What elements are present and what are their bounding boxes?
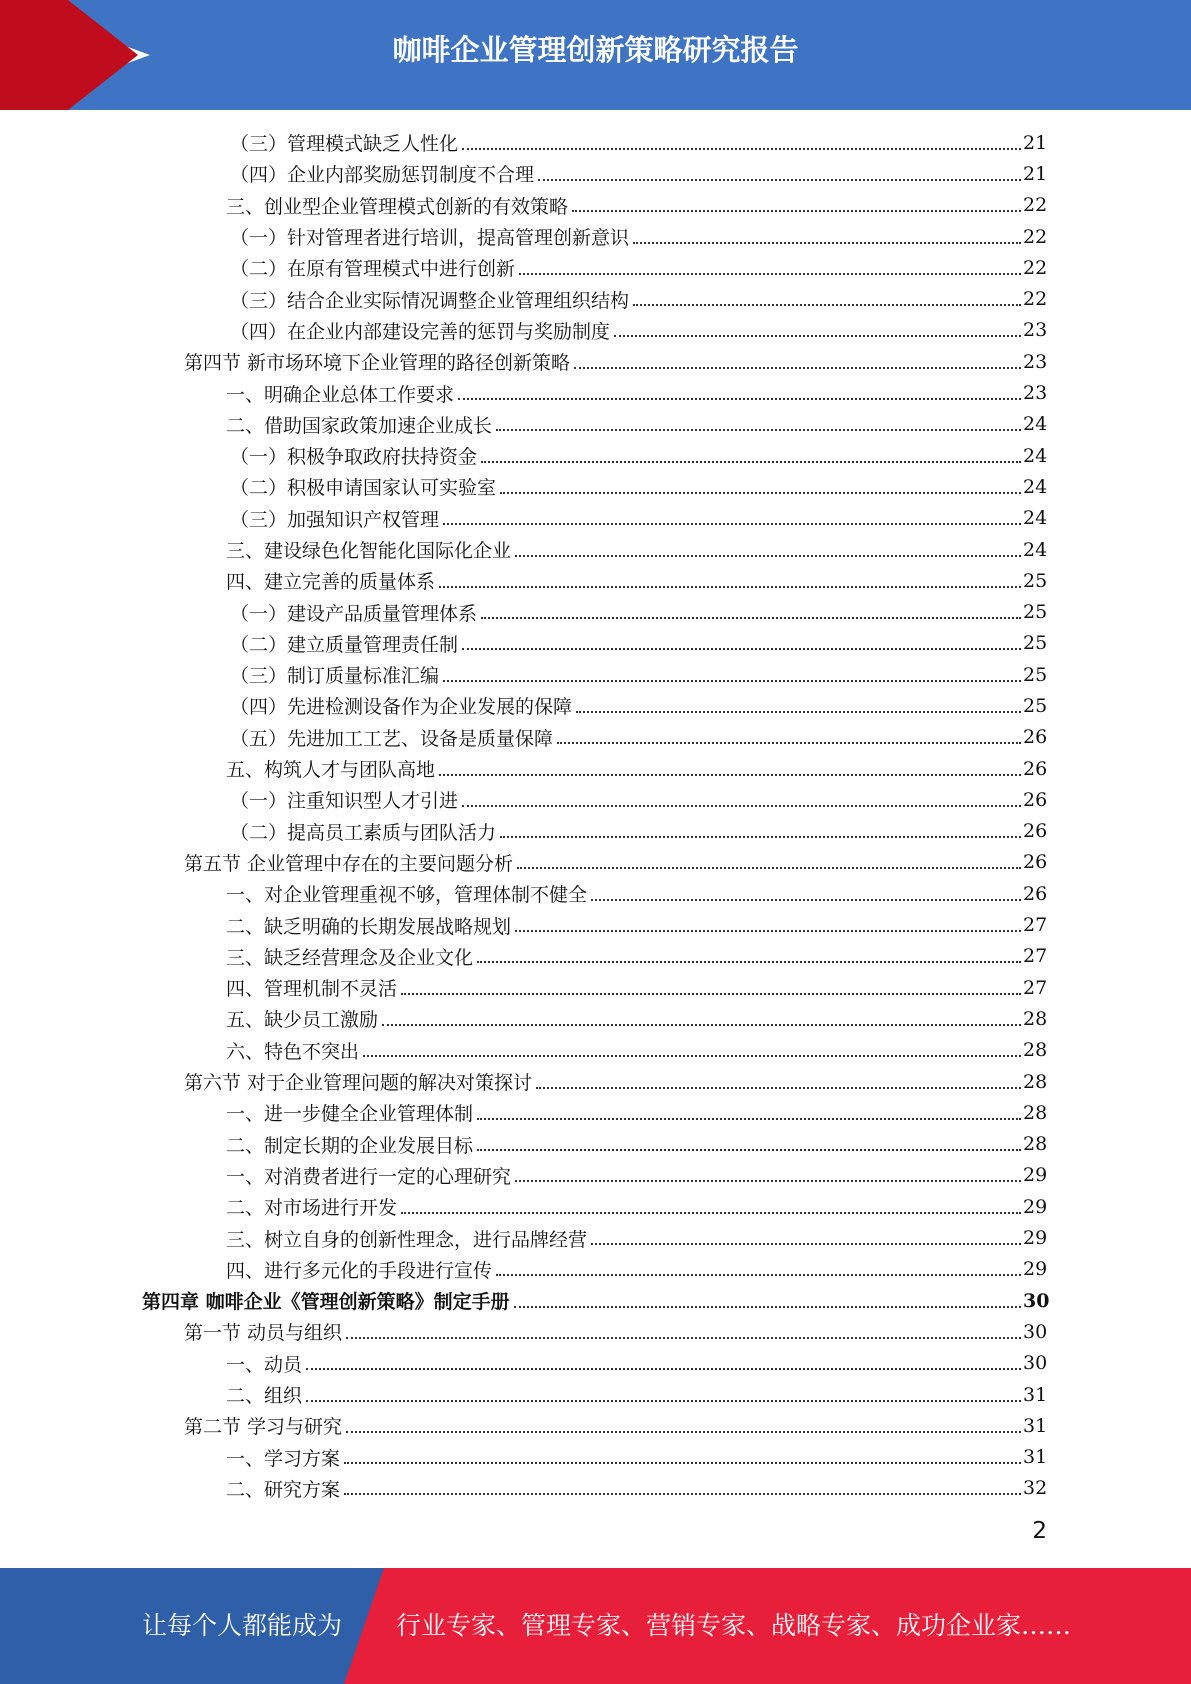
toc-entry-title: （三）管理模式缺乏人性化 [230, 133, 459, 156]
toc-entry[interactable] [0, 878, 1191, 909]
toc-entry-page-number: 28 [1023, 1133, 1048, 1156]
toc-entry-title: 四、建立完善的质量体系 [226, 571, 436, 594]
toc-entry[interactable] [0, 1160, 1191, 1191]
page-footer [0, 1568, 1191, 1684]
toc-dot-leader [462, 148, 1021, 150]
toc-entry-page-number: 25 [1023, 663, 1048, 686]
toc-entry[interactable] [0, 440, 1191, 471]
toc-entry-title: （四）企业内部奖励惩罚制度不合理 [230, 164, 535, 187]
toc-entry-title: 一、学习方案 [226, 1447, 341, 1470]
toc-entry-title: （三）结合企业实际情况调整企业管理组织结构 [230, 289, 630, 312]
toc-entry[interactable] [0, 1066, 1191, 1097]
toc-entry-page-number: 22 [1023, 288, 1048, 311]
toc-entry-page-number: 31 [1023, 1414, 1048, 1437]
toc-entry-title: （一）注重知识型人才引进 [230, 790, 459, 813]
toc-entry-page-number: 25 [1023, 632, 1048, 655]
toc-entry[interactable] [0, 471, 1191, 502]
toc-dot-leader [306, 1368, 1021, 1370]
toc-entry-page-number: 25 [1023, 601, 1048, 624]
toc-dot-leader [481, 617, 1021, 619]
toc-entry[interactable] [0, 1222, 1191, 1253]
toc-entry-title: 一、明确企业总体工作要求 [226, 383, 455, 406]
toc-dot-leader [574, 367, 1021, 369]
toc-entry-page-number: 30 [1023, 1352, 1048, 1375]
toc-dot-leader [496, 429, 1021, 431]
toc-entry-page-number: 21 [1023, 162, 1048, 185]
toc-dot-leader [519, 273, 1021, 275]
toc-entry-title: 第二节 学习与研究 [184, 1416, 343, 1439]
toc-entry[interactable] [0, 596, 1191, 627]
toc-entry[interactable] [0, 1035, 1191, 1066]
toc-entry-title: 二、组织 [226, 1385, 303, 1408]
toc-entry-title: （一）针对管理者进行培训，提高管理创新意识 [230, 227, 630, 250]
toc-dot-leader [346, 1337, 1021, 1339]
toc-dot-leader [382, 1024, 1021, 1026]
toc-entry-page-number: 26 [1023, 757, 1048, 780]
toc-dot-leader [500, 492, 1021, 494]
toc-entry-title: 三、建设绿色化智能化国际化企业 [226, 540, 512, 562]
toc-dot-leader [481, 461, 1021, 463]
toc-entry-page-number: 29 [1023, 1164, 1048, 1187]
toc-dot-leader [576, 711, 1021, 713]
toc-dot-leader [344, 1493, 1021, 1495]
toc-entry[interactable] [0, 628, 1191, 659]
toc-entry[interactable] [0, 190, 1191, 221]
toc-entry[interactable] [0, 753, 1191, 784]
toc-entry-page-number: 22 [1023, 225, 1048, 248]
toc-entry-page-number: 24 [1023, 507, 1048, 530]
toc-entry-page-number: 25 [1023, 569, 1048, 592]
toc-entry-title: 二、研究方案 [226, 1478, 341, 1501]
toc-entry-page-number: 27 [1023, 945, 1048, 968]
toc-entry-page-number: 27 [1023, 914, 1048, 937]
toc-entry-page-number: 30 [1023, 1320, 1048, 1343]
toc-dot-leader [363, 1055, 1021, 1057]
toc-entry-title: （一）建设产品质量管理体系 [230, 602, 478, 625]
toc-dot-leader [572, 210, 1021, 212]
toc-entry-title: 第六节 对于企业管理问题的解决对策探讨 [184, 1072, 533, 1095]
toc-entry-title: 二、借助国家政策加速企业成长 [226, 414, 493, 437]
toc-entry[interactable] [0, 690, 1191, 721]
toc-entry[interactable] [0, 1191, 1191, 1222]
toc-dot-leader [514, 1306, 1021, 1308]
toc-entry-title: （三）加强知识产权管理 [230, 508, 440, 531]
toc-entry-title: （二）建立质量管理责任制 [230, 633, 459, 656]
toc-entry[interactable] [0, 346, 1191, 377]
toc-entry[interactable] [0, 1129, 1191, 1160]
toc-entry-page-number: 28 [1023, 1039, 1048, 1062]
toc-dot-leader [439, 774, 1021, 776]
toc-entry[interactable] [0, 503, 1191, 534]
toc-entry[interactable] [0, 565, 1191, 596]
toc-entry[interactable] [0, 1316, 1191, 1347]
toc-dot-leader [346, 1431, 1021, 1433]
toc-entry-page-number: 24 [1023, 444, 1048, 467]
toc-entry-title: 三、缺乏经营理念及企业文化 [226, 946, 474, 969]
toc-entry-page-number: 30 [1023, 1289, 1050, 1312]
page-header [0, 0, 1191, 110]
toc-dot-leader [439, 586, 1021, 588]
toc-dot-leader [477, 1118, 1021, 1120]
toc-entry-title: 一、对消费者进行一定的心理研究 [226, 1165, 512, 1188]
toc-entry-title: 四、管理机制不灵活 [226, 978, 398, 1001]
toc-entry-title: （二）提高员工素质与团队活力 [230, 821, 497, 844]
toc-entry[interactable] [0, 1379, 1191, 1410]
toc-entry-page-number: 26 [1023, 882, 1048, 905]
toc-dot-leader [515, 555, 1021, 557]
toc-entry-page-number: 22 [1023, 194, 1048, 217]
toc-entry-page-number: 28 [1023, 1070, 1048, 1093]
toc-entry[interactable] [0, 1003, 1191, 1034]
toc-entry-title: 一、进一步健全企业管理体制 [226, 1103, 474, 1126]
toc-entry-title: 五、缺少员工激励 [226, 1009, 379, 1032]
toc-dot-leader [515, 1180, 1021, 1182]
toc-dot-leader [401, 1212, 1021, 1214]
toc-entry[interactable] [0, 784, 1191, 815]
toc-entry-page-number: 23 [1023, 319, 1048, 342]
toc-dot-leader [591, 899, 1021, 901]
toc-entry[interactable] [0, 1097, 1191, 1128]
toc-entry-page-number: 31 [1023, 1383, 1048, 1406]
toc-entry-title: 第四章 咖啡企业《管理创新策略》制定手册 [142, 1291, 510, 1314]
toc-entry-page-number: 24 [1023, 538, 1048, 561]
toc-dot-leader [443, 680, 1021, 682]
toc-entry[interactable] [0, 816, 1191, 847]
toc-dot-leader [496, 1274, 1021, 1276]
toc-entry-page-number: 32 [1023, 1477, 1048, 1500]
toc-entry-title: 第五节 企业管理中存在的主要问题分析 [184, 852, 514, 875]
toc-dot-leader [633, 242, 1021, 244]
toc-entry-title: （三）制订质量标准汇编 [230, 665, 440, 688]
toc-entry[interactable] [0, 377, 1191, 408]
toc-entry[interactable] [0, 221, 1191, 252]
toc-entry-page-number: 26 [1023, 726, 1048, 749]
toc-entry[interactable] [0, 847, 1191, 878]
toc-entry-title: 二、对市场进行开发 [226, 1197, 398, 1220]
toc-entry-title: 三、创业型企业管理模式创新的有效策略 [226, 195, 569, 218]
toc-entry-page-number: 21 [1023, 131, 1048, 154]
toc-entry[interactable] [0, 1348, 1191, 1379]
toc-entry-title: （二）积极申请国家认可实验室 [230, 477, 497, 500]
toc-entry-title: （一）积极争取政府扶持资金 [230, 446, 478, 469]
toc-entry-page-number: 27 [1023, 976, 1048, 999]
toc-entry-title: 二、制定长期的企业发展目标 [226, 1134, 474, 1157]
toc-dot-leader [477, 1149, 1021, 1151]
toc-entry[interactable] [0, 941, 1191, 972]
toc-dot-leader [462, 648, 1021, 650]
toc-entry[interactable] [0, 127, 1191, 158]
toc-entry-title: 四、进行多元化的手段进行宣传 [226, 1259, 493, 1282]
toc-entry-page-number: 24 [1023, 475, 1048, 498]
toc-entry-page-number: 22 [1023, 256, 1048, 279]
table-of-contents [0, 127, 1191, 1504]
toc-dot-leader [443, 523, 1021, 525]
toc-entry[interactable] [0, 315, 1191, 346]
toc-entry-title: （五）先进加工工艺、设备是质量保障 [230, 727, 554, 750]
toc-entry-title: 五、构筑人才与团队高地 [226, 759, 436, 782]
toc-entry[interactable] [0, 409, 1191, 440]
toc-entry-page-number: 26 [1023, 851, 1048, 874]
toc-entry-title: 第一节 动员与组织 [184, 1322, 343, 1345]
toc-entry-title: 第四节 新市场环境下企业管理的路径创新策略 [184, 352, 571, 375]
toc-entry-page-number: 23 [1023, 350, 1048, 373]
toc-dot-leader [344, 1462, 1021, 1464]
toc-entry-title: （四）先进检测设备作为企业发展的保障 [230, 696, 573, 719]
toc-entry-title: 三、树立自身的创新性理念，进行品牌经营 [226, 1228, 588, 1251]
toc-dot-leader [517, 867, 1021, 869]
toc-entry[interactable] [0, 252, 1191, 283]
toc-entry[interactable] [0, 909, 1191, 940]
toc-entry-page-number: 31 [1023, 1446, 1048, 1469]
toc-entry[interactable] [0, 722, 1191, 753]
toc-entry-title: 一、对企业管理重视不够，管理体制不健全 [226, 884, 588, 907]
toc-entry-title: 一、动员 [226, 1353, 303, 1376]
toc-entry[interactable] [0, 1285, 1191, 1316]
toc-entry-page-number: 29 [1023, 1258, 1048, 1281]
toc-entry[interactable] [0, 1473, 1191, 1504]
toc-entry-page-number: 29 [1023, 1227, 1048, 1250]
toc-dot-leader [591, 1243, 1021, 1245]
footer-slogan-right: 行业专家、管理专家、营销专家、战略专家、成功企业家…… [396, 1611, 1072, 1640]
toc-entry-page-number: 26 [1023, 820, 1048, 843]
toc-entry[interactable] [0, 1441, 1191, 1472]
toc-entry[interactable] [0, 1410, 1191, 1441]
toc-entry[interactable] [0, 659, 1191, 690]
toc-dot-leader [477, 961, 1021, 963]
toc-dot-leader [500, 836, 1021, 838]
toc-dot-leader [515, 930, 1021, 932]
toc-dot-leader [557, 742, 1021, 744]
footer-slogan-left: 让每个人都能成为 [142, 1611, 343, 1640]
toc-entry-page-number: 28 [1023, 1007, 1048, 1030]
toc-entry-page-number: 23 [1023, 382, 1048, 405]
toc-dot-leader [536, 1087, 1021, 1089]
toc-dot-leader [538, 179, 1021, 181]
toc-entry[interactable] [0, 158, 1191, 189]
toc-entry-page-number: 25 [1023, 694, 1048, 717]
toc-entry-page-number: 29 [1023, 1195, 1048, 1218]
toc-entry[interactable] [0, 1254, 1191, 1285]
toc-dot-leader [633, 304, 1021, 306]
page-number: 2 [1032, 1518, 1047, 1544]
toc-entry-page-number: 24 [1023, 413, 1048, 436]
toc-dot-leader [614, 335, 1021, 337]
report-title: 咖啡企业管理创新策略研究报告 [392, 33, 799, 67]
toc-entry-title: 二、缺乏明确的长期发展战略规划 [226, 915, 512, 938]
toc-entry-page-number: 26 [1023, 788, 1048, 811]
toc-entry[interactable] [0, 972, 1191, 1003]
toc-entry-title: 六、特色不突出 [226, 1040, 360, 1063]
toc-entry-title: （四）在企业内部建设完善的惩罚与奖励制度 [230, 320, 611, 343]
toc-entry-title: （二）在原有管理模式中进行创新 [230, 258, 516, 281]
toc-entry[interactable] [0, 534, 1191, 565]
toc-dot-leader [306, 1400, 1021, 1402]
toc-entry[interactable] [0, 283, 1191, 314]
toc-dot-leader [458, 398, 1021, 400]
toc-dot-leader [462, 805, 1021, 807]
toc-entry-page-number: 28 [1023, 1101, 1048, 1124]
toc-dot-leader [401, 993, 1021, 995]
